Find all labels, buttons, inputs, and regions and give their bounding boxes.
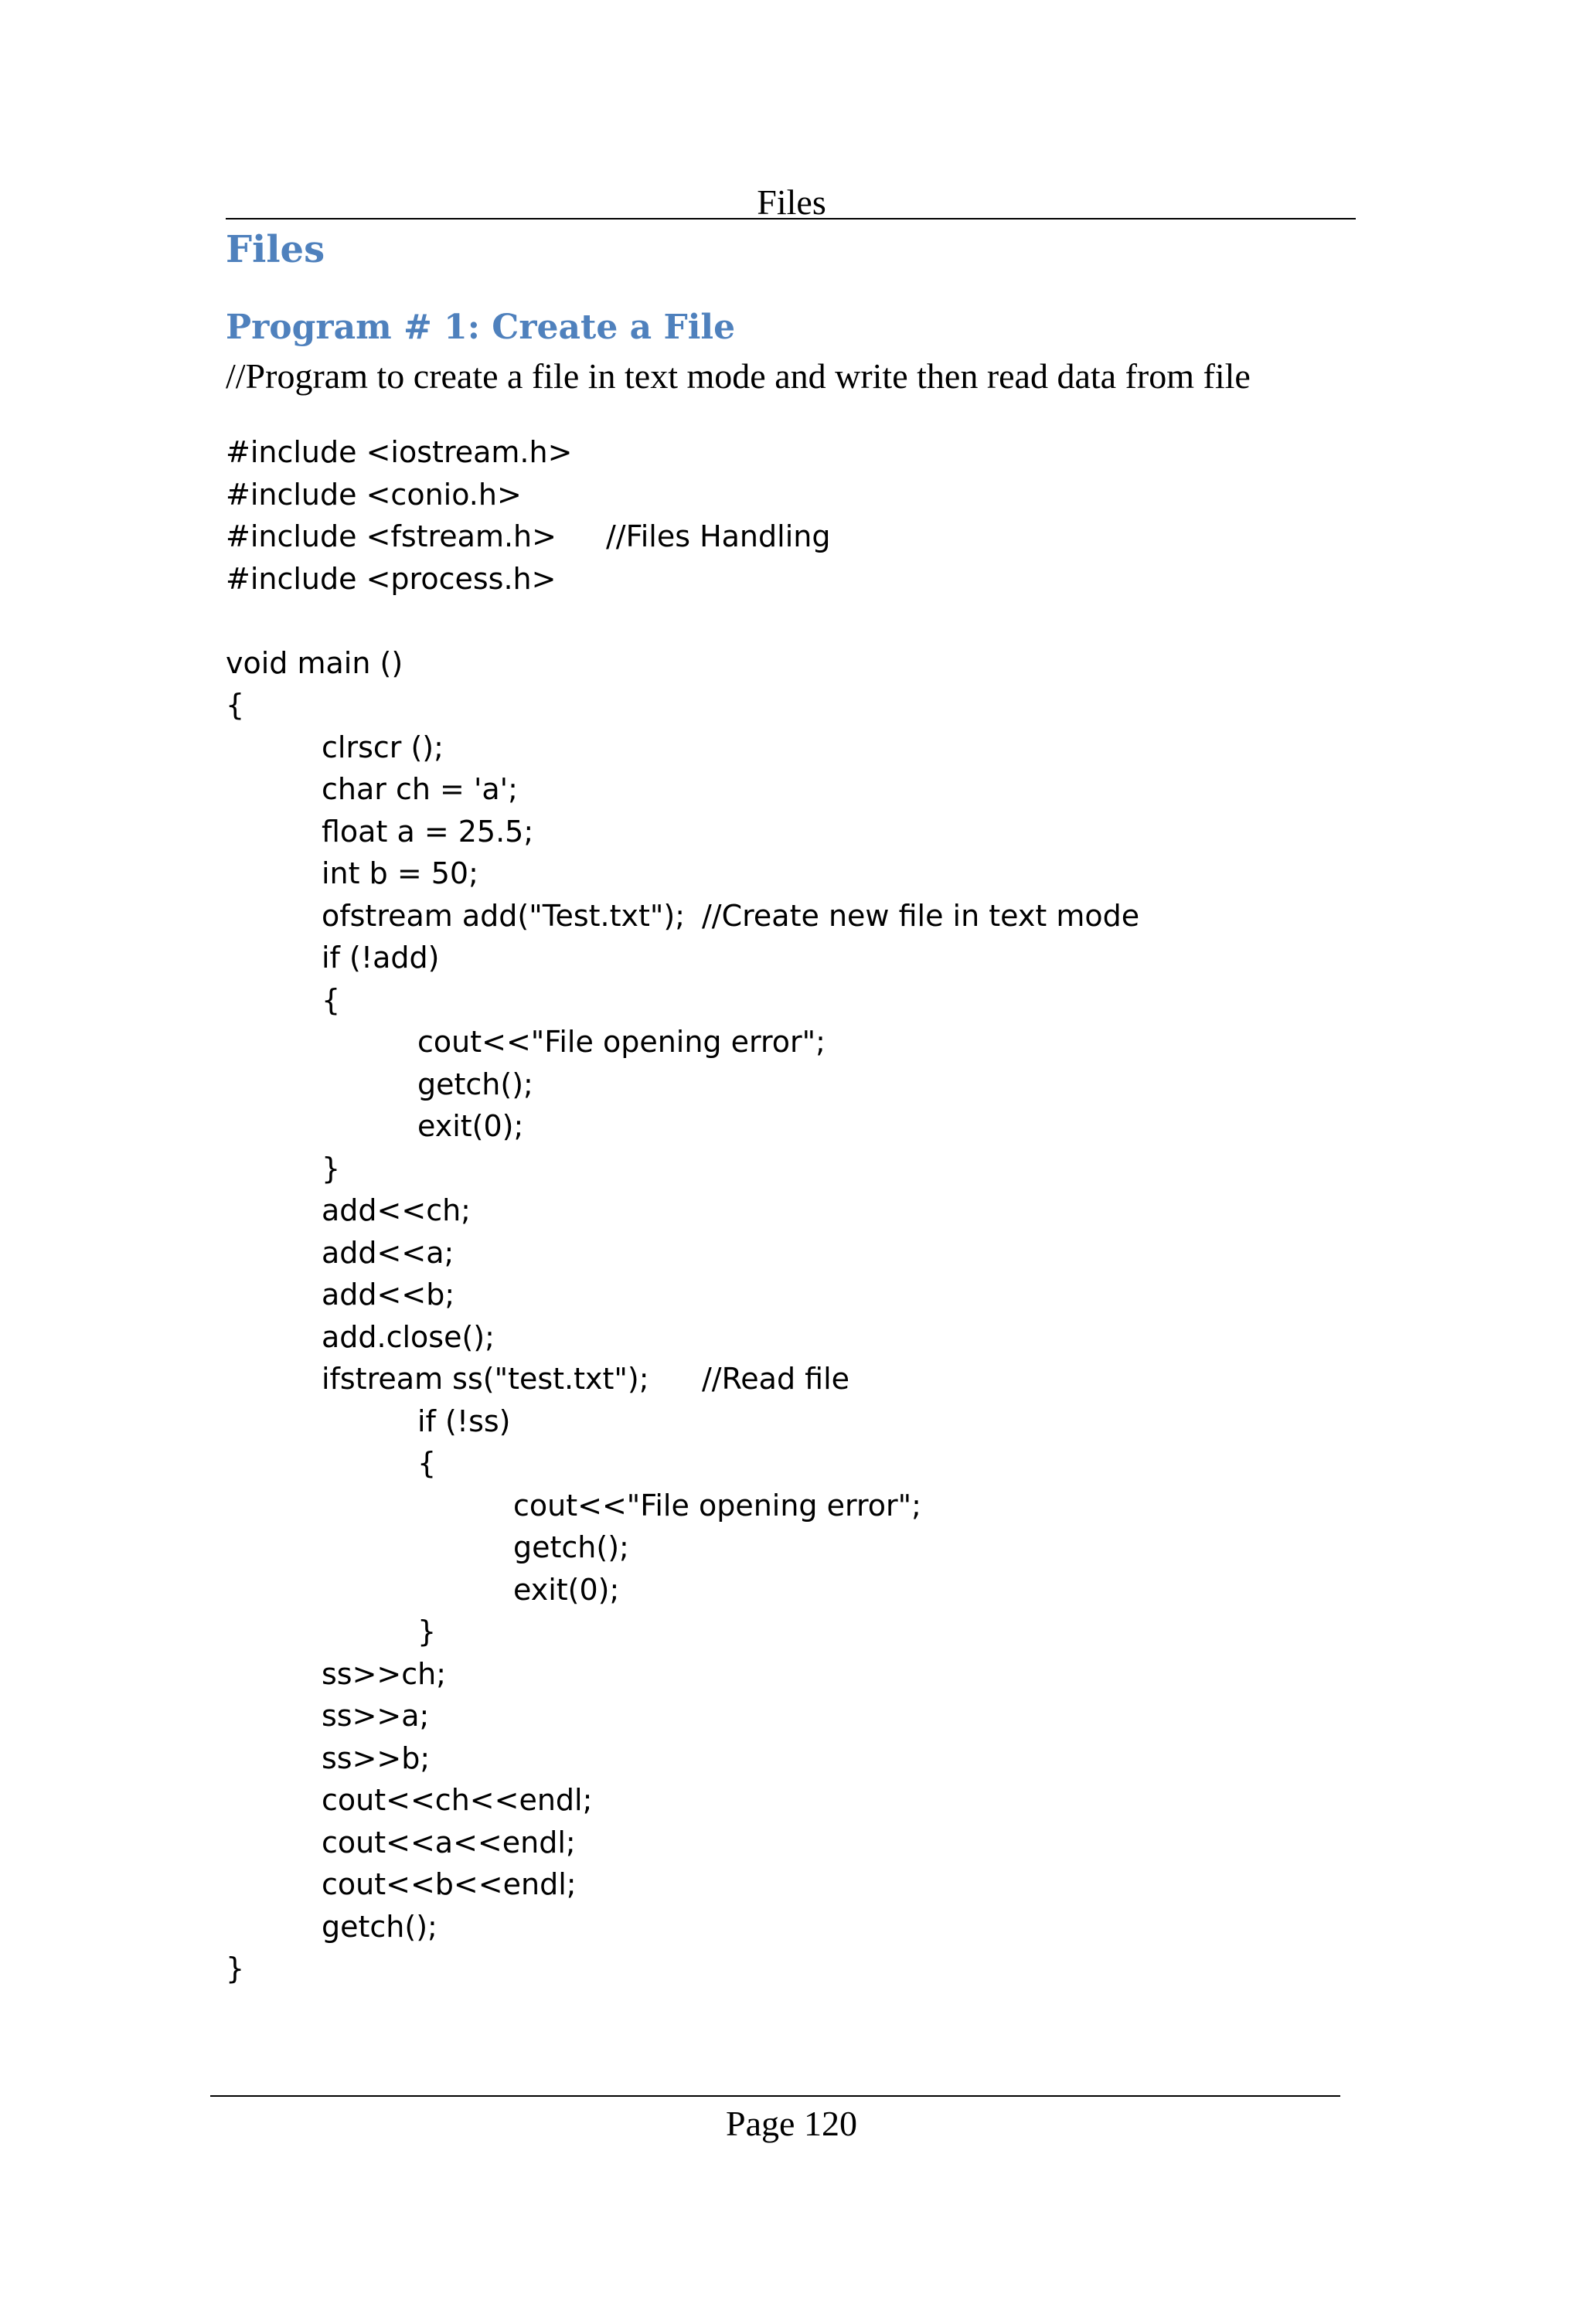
code-line [226,1569,921,1611]
code-line [226,1105,921,1148]
code-line [226,1695,921,1737]
code-statement: add<<ch; [322,1193,471,1227]
code-line [226,979,921,1022]
code-line [226,1148,921,1190]
code-statement: if (!add) [322,941,440,975]
code-line [226,1021,921,1063]
code-statement: add<<a; [322,1235,454,1270]
section-title: Files [226,228,325,271]
code-line [226,1358,921,1400]
code-comment: //Files Handling [606,519,831,553]
code-line [226,1779,921,1822]
code-line [226,600,921,642]
code-line [226,431,921,474]
code-statement: getch(); [513,1530,629,1564]
code-line [226,1442,921,1485]
code-line [226,1611,921,1653]
code-statement: } [322,1151,341,1186]
code-line [226,642,921,685]
code-statement: exit(0); [417,1109,524,1143]
code-statement: getch(); [322,1909,437,1944]
code-line [226,811,921,853]
code-line [226,1822,921,1864]
code-statement: } [226,1951,245,1985]
code-line [226,937,921,979]
code-line [226,852,921,895]
code-statement: { [417,1446,437,1480]
code-statement: add<<b; [322,1278,455,1312]
code-statement: #include <conio.h> [226,477,522,512]
code-statement: int b = 50; [322,856,478,890]
code-statement: ss>>ch; [322,1656,447,1691]
code-statement: ss>>a; [322,1699,430,1733]
code-comment: //Read file [702,1362,850,1396]
code-line [226,1400,921,1443]
code-statement: #include <process.h> [226,561,557,596]
code-statement: #include <iostream.h> [226,435,573,469]
code-line [226,1485,921,1527]
code-line [226,1526,921,1569]
code-line [226,726,921,769]
code-line [226,1274,921,1316]
code-line [226,1863,921,1906]
code-comment: //Create new file in text mode [702,898,1140,933]
code-statement: { [226,688,245,722]
code-statement: cout<<b<<endl; [322,1867,577,1901]
code-line [226,558,921,601]
code-statement: float a = 25.5; [322,814,534,849]
code-statement: void main () [226,645,403,680]
code-line [226,768,921,811]
code-statement: getch(); [417,1067,533,1101]
code-statement: cout<<ch<<endl; [322,1783,593,1817]
code-statement: ifstream ss("test.txt"); [322,1362,649,1396]
code-statement: ss>>b; [322,1740,431,1775]
code-line [226,895,1140,937]
code-statement: #include <fstream.h> [226,519,557,553]
code-statement: char ch = 'a'; [322,772,518,806]
code-line [226,515,921,558]
code-statement: cout<<"File opening error"; [513,1488,921,1523]
code-line [226,1653,921,1696]
code-line [226,1189,921,1232]
code-statement: if (!ss) [417,1404,511,1438]
program-title: Program # 1: Create a File [226,308,736,347]
code-statement: exit(0); [513,1572,620,1607]
code-line [226,1232,921,1274]
code-statement: { [322,982,341,1017]
code-line [226,1316,921,1359]
program-description: //Program to create a file in text mode and write then read data from file [226,356,1251,396]
code-line [226,1737,921,1780]
running-header: Files [757,182,826,222]
header-rule [226,218,1356,219]
code-statement: cout<<a<<endl; [322,1825,576,1860]
code-statement: ofstream add("Test.txt"); [322,898,686,933]
code-statement: } [417,1615,437,1649]
page-number: Page 120 [726,2104,857,2143]
code-statement: add.close(); [322,1319,495,1354]
code-line [226,1063,921,1106]
footer-rule [210,2095,1340,2097]
code-listing [226,431,1140,1990]
code-line [226,474,921,516]
code-statement: cout<<"File opening error"; [417,1025,826,1059]
code-statement: clrscr (); [322,730,444,764]
code-line [226,684,921,726]
code-line [226,1948,921,1990]
code-line [226,1906,921,1948]
